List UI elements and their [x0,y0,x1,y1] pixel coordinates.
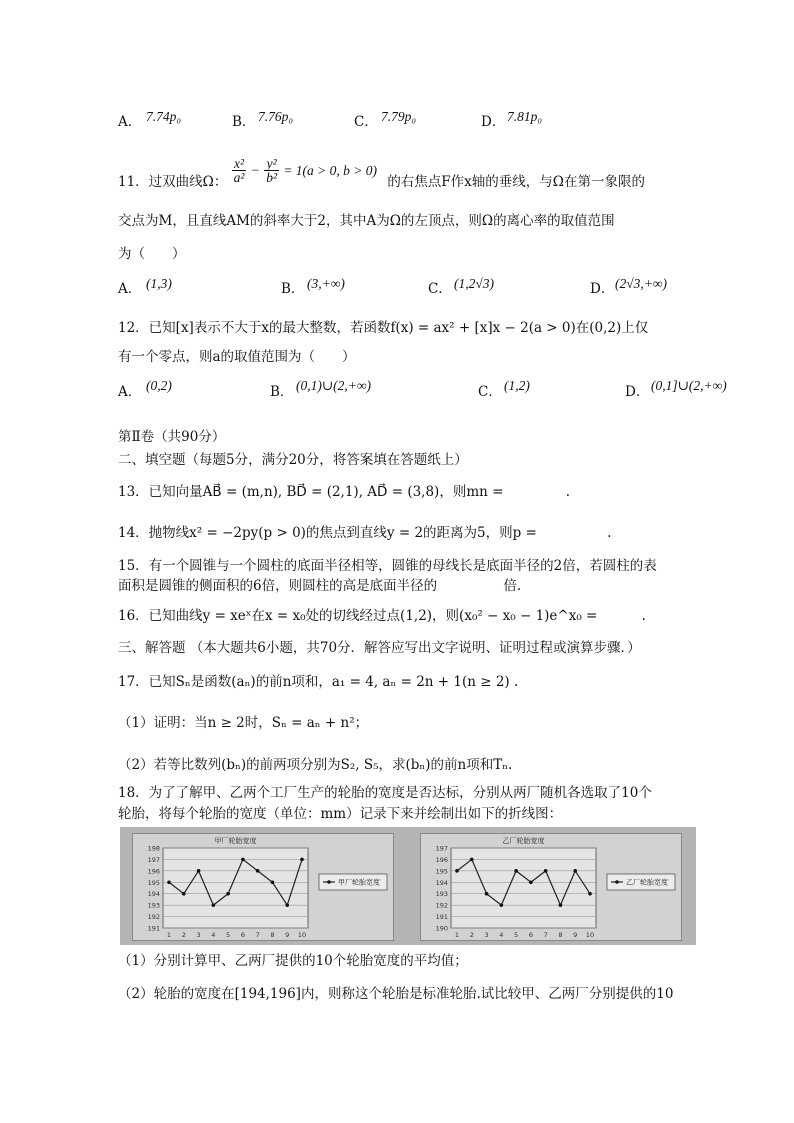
q10-option-d-value: 7.81p₀ [507,109,543,124]
q11-option-b-label: B． [281,281,305,297]
q12-line1: 12．已知[x]表示不大于x的最大整数，若函数f(x) = ax² + [x]x − 2(a > 0)在(0,2)上仅 [118,320,649,336]
data-point [212,903,216,907]
q11-frac-y: $\frac{\text{y²}}{\text{b²}}$ [266,155,278,186]
data-point [514,869,518,873]
data-point [197,869,201,873]
q15-end: 倍. [503,578,522,594]
data-point [241,858,245,862]
x-tick-label: 7 [255,931,260,939]
x-tick-label: 5 [226,931,231,939]
data-point [470,858,474,862]
q14-end: . [607,525,612,541]
data-point [544,869,548,873]
plot-area [163,848,308,928]
q11-option-a-label: A． [118,281,142,297]
y-tick-label: 197 [435,844,448,853]
x-tick-label: 8 [558,931,563,939]
y-tick-label: 193 [435,890,448,899]
y-tick-label: 193 [147,901,160,910]
data-point [285,903,289,907]
q12-option-b-value: (0,1)∪(2,+∞) [296,378,372,393]
q16-end: . [641,608,646,624]
data-point [300,858,304,862]
q12-option-d-label: D． [625,384,650,400]
data-point [455,869,459,873]
q10-option-c-label: C． [354,114,378,130]
q13-text: 13．已知向量AB⃗ = (m,n), BD⃗ = (2,1), AD⃗ = (3,8)，则mn = [118,484,504,500]
x-tick-label: 6 [240,931,245,939]
y-tick-label: 195 [435,867,448,876]
q12-option-a-label: A． [118,384,142,400]
q11-line2: 交点为M，且直线AM的斜率大于2，其中A为Ω的左顶点，则Ω的离心率的取值范围 [118,213,615,229]
y-tick-label: 194 [435,878,448,887]
y-tick-label: 191 [435,913,448,922]
y-tick-label: 194 [147,890,160,899]
q12-option-b-label: B． [270,384,294,400]
q18-line2: 轮胎，将每个轮胎的宽度（单位：mm）记录下来并绘制出如下的折线图： [118,806,563,822]
data-point [256,869,260,873]
q11-option-d-label: D． [590,281,615,297]
data-point [500,903,504,907]
chart-photo [120,827,696,945]
y-tick-label: 190 [435,924,448,933]
x-tick-label: 9 [285,931,290,939]
q17 [118,676,518,690]
q12-line2: 有一个零点，则a的取值范围为（ ） [118,349,356,365]
data-point [485,892,489,896]
chart-title: 甲厂轮胎宽度 [214,837,257,845]
data-point [559,903,563,907]
chart-jia-panel [132,833,394,941]
x-tick-label: 10 [585,931,595,939]
x-tick-label: 2 [181,931,186,939]
q16 [118,610,646,624]
y-tick-label: 196 [147,867,160,876]
x-tick-label: 6 [528,931,533,939]
legend-marker [615,880,619,884]
q14 [118,527,611,541]
q11-option-c-label: C． [428,281,452,297]
x-tick-label: 5 [514,931,519,939]
x-tick-label: 1 [166,931,172,939]
q11-line3: 为（ ） [118,246,186,262]
y-tick-label: 198 [147,844,160,853]
q10-option-a-value: 7.74p₀ [146,109,182,124]
q11-frac-x: $\frac{\text{x²}}{\text{a²}}$ [233,155,245,186]
q17-text: 17．已知Sₙ是函数(aₙ)的前n项和，a₁ = 4, aₙ = 2n + 1(n ≥ 2) [118,674,510,690]
q17-part1: （1）证明：当n ≥ 2时，Sₙ = aₙ + n²； [118,715,369,731]
x-tick-label: 10 [297,931,307,939]
section3-heading: 三、解答题 （本大题共6小题，共70分．解答应写出文字说明、证明过程或演算步骤．） [118,640,641,656]
data-point [588,892,592,896]
q12-option-c-label: C． [478,384,502,400]
y-tick-label: 195 [147,878,160,887]
y-tick-label: 191 [147,924,160,933]
q10-option-a-label: A． [118,114,142,130]
chart-yi-panel [420,833,682,941]
q11-equation-rest: = 1(a > 0, b > 0) [283,163,378,178]
part2-title: 第Ⅱ卷（共90分） [118,429,226,445]
data-point [182,892,186,896]
q13 [118,486,570,500]
y-tick-label: 192 [435,901,448,910]
q13-end: . [565,484,571,500]
chart-yi [421,834,681,940]
x-tick-label: 3 [484,931,489,939]
data-point [226,892,230,896]
x-tick-label: 1 [454,931,460,939]
y-tick-label: 197 [147,855,160,864]
x-tick-label: 4 [499,931,504,939]
legend-marker [327,880,331,884]
legend-label: 甲厂轮胎宽度 [338,878,380,887]
x-tick-label: 4 [211,931,216,939]
q11-option-d-value: (2√3,+∞) [615,276,668,291]
x-tick-label: 3 [196,931,201,939]
x-tick-label: 9 [573,931,578,939]
q11-option-b-value: (3,+∞) [307,276,345,291]
q10-option-d-label: D． [481,114,506,130]
x-tick-label: 7 [543,931,548,939]
x-tick-label: 2 [469,931,474,939]
q12-option-d-value: (0,1]∪(2,+∞) [651,378,727,393]
section2-heading: 二、填空题（每题5分，满分20分，将答案填在答题纸上） [118,452,468,468]
y-tick-label: 192 [147,913,160,922]
q12-option-a-value: (0,2) [146,378,172,393]
q15-line2-text: 面积是圆锥的侧面积的6倍，则圆柱的高是底面半径的 [118,578,438,594]
q17-end: . [513,674,519,690]
q11-option-a-value: (1,3) [146,276,172,291]
q14-text: 14．抛物线x² = −2py(p > 0)的焦点到直线y = 2的距离为5，则p = [118,525,537,541]
data-point [529,880,533,884]
q12-option-c-value: (1,2) [504,378,530,393]
q11-line1 [118,152,645,190]
q18-line1: 18．为了了解甲、乙两个工厂生产的轮胎的宽度是否达标，分别从两厂随机各选取了10个 [118,785,652,801]
q11-line1-tail: 的右焦点F作x轴的垂线，与Ω在第一象限的 [387,174,645,190]
y-tick-label: 196 [435,855,448,864]
q15-line2 [118,580,521,594]
q10-option-b-value: 7.76p₀ [258,109,294,124]
data-point [167,880,171,884]
q10-option-c-value: 7.79p₀ [381,109,417,124]
q10-option-b-label: B． [232,114,256,130]
chart-title: 乙厂轮胎宽度 [502,837,545,845]
data-point [271,880,275,884]
q11-option-c-value: (1,2√3) [454,276,495,291]
legend-label: 乙厂轮胎宽度 [626,878,668,887]
q11-minus: − [250,162,260,178]
chart-jia [133,834,393,940]
q11-prefix: 11．过双曲线Ω： [118,174,228,190]
q15-line1: 15．有一个圆锥与一个圆柱的底面半径相等，圆锥的母线长是底面半径的2倍，若圆柱的表 [118,558,657,574]
q18-part2: （2）轮胎的宽度在[194,196]内，则称这个轮胎是标准轮胎.试比较甲、乙两厂分别提供的10 [118,986,674,1002]
x-tick-label: 8 [270,931,275,939]
q18-part1: （1）分别计算甲、乙两厂提供的10个轮胎宽度的平均值； [118,953,468,969]
data-point [573,869,577,873]
q16-text: 16．已知曲线y = xeˣ在x = x₀处的切线经过点(1,2)，则(x₀² − x₀ − 1)e^x₀ = [118,608,598,624]
q17-part2: （2）若等比数列(bₙ)的前两项分别为S₂, S₅，求(bₙ)的前n项和Tₙ. [118,757,513,773]
